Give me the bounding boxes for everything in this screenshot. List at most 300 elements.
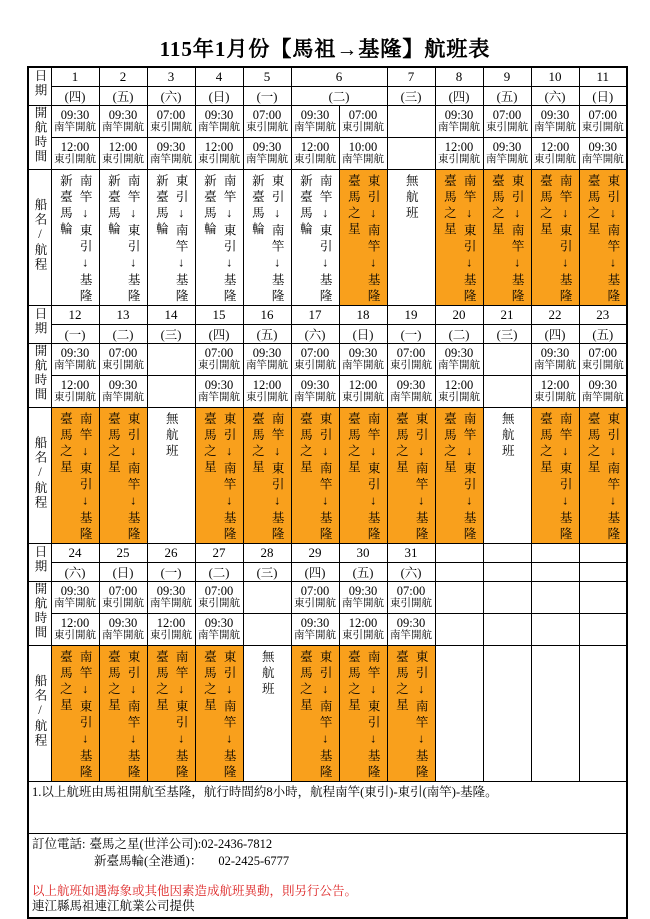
departure-port: 南竿開航 [54, 122, 96, 134]
departure-time-cell [483, 581, 531, 613]
departure-time-cell [99, 375, 147, 407]
day-number-cell [483, 543, 531, 562]
departure-time: 09:30 [204, 378, 234, 393]
departure-time: 09:30 [204, 616, 234, 631]
weekday-cell: (三) [243, 562, 291, 581]
departure-port: 東引開航 [54, 630, 96, 642]
ship-name: 臺馬之星 [250, 411, 265, 476]
weekday-row [28, 86, 627, 105]
departure-port: 東引開航 [294, 154, 336, 166]
day-number-cell: 2 [99, 67, 147, 86]
departure-time: 09:30 [588, 140, 617, 155]
ship-route-cell [243, 645, 291, 781]
schedule-table [27, 66, 628, 919]
ship-route-content [436, 170, 483, 305]
departure-time-cell [243, 581, 291, 613]
no-sailing-label: 無航班 [404, 173, 419, 222]
ship-route-content [340, 646, 387, 781]
departure-time: 09:30 [300, 616, 330, 631]
departure-time-cell [483, 375, 531, 407]
ship-route-content [148, 646, 195, 781]
departure-time: 07:00 [252, 108, 282, 123]
ship-route-cell [51, 645, 99, 781]
departure-port: 東引開航 [54, 154, 96, 166]
departure-time: 07:00 [156, 108, 186, 123]
ship-route-content [292, 170, 339, 305]
no-sailing-label: 無航班 [164, 411, 179, 460]
departure-time-cell [51, 105, 99, 137]
no-sailing-content [484, 408, 531, 460]
weekday-cell: (六) [147, 86, 195, 105]
departure-time-cell [435, 137, 483, 169]
departure-time: 12:00 [540, 140, 570, 155]
departure-time-cell [99, 581, 147, 613]
ship-route-cell [579, 645, 627, 781]
ship-name: 臺馬之星 [106, 649, 121, 714]
ship-route-cell [579, 407, 627, 543]
ship-route-cell [147, 169, 195, 305]
route-text: 南竿↓東引↓基隆 [366, 411, 381, 543]
ship-route-content [52, 646, 99, 781]
ship-route-cell [99, 645, 147, 781]
route-text: 東引↓南竿↓基隆 [222, 649, 237, 781]
departure-time: 07:00 [588, 108, 617, 123]
departure-time-cell [51, 137, 99, 169]
ship-name: 臺馬之星 [490, 173, 505, 238]
weekday-cell: (四) [435, 86, 483, 105]
ship-name: 臺馬之星 [586, 411, 601, 476]
ship-route-content [244, 408, 291, 543]
ship-row-label-text: 船名/航程 [33, 197, 47, 272]
route-text: 東引↓南竿↓基隆 [222, 411, 237, 543]
departure-port: 東引開航 [534, 154, 576, 166]
departure-time-cell [339, 613, 387, 645]
day-number-cell [579, 543, 627, 562]
day-number-cell: 31 [387, 543, 435, 562]
day-number-cell: 7 [387, 67, 435, 86]
departure-time: 07:00 [396, 584, 426, 599]
departure-time-cell [291, 375, 339, 407]
departure-time: 09:30 [156, 140, 186, 155]
departure-time-cell [531, 105, 579, 137]
departure-port: 東引開航 [54, 392, 96, 404]
ship-row-label [28, 407, 51, 543]
departure-time-cell [531, 375, 579, 407]
departure-port: 東引開航 [150, 630, 192, 642]
departure-port: 東引開航 [198, 598, 240, 610]
departure-port: 南竿開航 [390, 630, 432, 642]
route-text: 南竿↓東引↓基隆 [270, 411, 285, 543]
ship-route-content [148, 170, 195, 305]
departure-time: 09:30 [156, 584, 186, 599]
ship-route-content [532, 170, 579, 305]
departure-time-cell [435, 375, 483, 407]
departure-time: 12:00 [60, 616, 90, 631]
ship-route-cell [531, 169, 579, 305]
departure-time: 09:30 [300, 108, 330, 123]
day-number-cell: 11 [579, 67, 627, 86]
route-text: 南竿↓東引↓基隆 [558, 173, 573, 305]
weekday-cell: (二) [195, 562, 243, 581]
day-number-cell: 22 [531, 305, 579, 324]
weekday-cell: (五) [339, 562, 387, 581]
departure-time-cell [531, 581, 579, 613]
departure-time: 09:30 [492, 140, 522, 155]
day-number-cell: 12 [51, 305, 99, 324]
route-text: 東引↓南竿↓基隆 [414, 411, 429, 543]
weekday-cell: (日) [579, 86, 627, 105]
departure-time-cell [147, 375, 195, 407]
departure-time-cell [243, 137, 291, 169]
departure-port: 東引開航 [246, 122, 288, 134]
weekday-cell: (二) [435, 324, 483, 343]
day-number-cell: 29 [291, 543, 339, 562]
weekday-cell: (六) [51, 562, 99, 581]
route-text: 東引↓南竿↓基隆 [126, 411, 141, 543]
ship-route-row [28, 645, 627, 781]
departure-time: 07:00 [348, 108, 378, 123]
ship-route-content [196, 408, 243, 543]
departure-time: 09:30 [444, 108, 474, 123]
departure-port: 南竿開航 [534, 360, 576, 372]
ship-route-cell [579, 169, 627, 305]
ship-route-cell [99, 169, 147, 305]
first-departure-row [28, 343, 627, 375]
departure-time: 09:30 [348, 346, 378, 361]
departure-port: 東引開航 [198, 360, 240, 372]
ship-route-content [436, 408, 483, 543]
ship-route-content [196, 646, 243, 781]
departure-time-cell [435, 105, 483, 137]
ship-route-cell [483, 407, 531, 543]
ship-name: 臺馬之星 [538, 173, 553, 238]
ship-route-content [340, 408, 387, 543]
ship-route-content [292, 408, 339, 543]
departure-port: 南竿開航 [150, 598, 192, 610]
day-number-cell: 10 [531, 67, 579, 86]
departure-time-cell [147, 137, 195, 169]
weekday-row [28, 562, 627, 581]
departure-time-cell [195, 105, 243, 137]
ship-row-label [28, 645, 51, 781]
weekday-cell: (二) [291, 86, 387, 105]
weekday-cell: (三) [387, 86, 435, 105]
departure-port: 南竿開航 [198, 630, 240, 642]
departure-time-cell [51, 375, 99, 407]
departure-time-cell [195, 613, 243, 645]
ship-route-cell [243, 407, 291, 543]
departure-port: 南竿開航 [294, 122, 336, 134]
departure-time-cell [579, 613, 627, 645]
departure-port: 東引開航 [102, 598, 144, 610]
departure-time-cell [579, 375, 627, 407]
route-text: 南竿↓東引↓基隆 [78, 649, 93, 781]
departure-time-cell [195, 581, 243, 613]
route-text: 東引↓南竿↓基隆 [174, 173, 189, 305]
departure-time-cell [147, 105, 195, 137]
departure-time-cell [435, 581, 483, 613]
ship-row-label-text: 船名/航程 [33, 435, 47, 510]
departure-time: 09:30 [60, 108, 90, 123]
departure-port: 東引開航 [486, 122, 528, 134]
departure-port: 東引開航 [102, 360, 144, 372]
weekday-cell: (一) [147, 562, 195, 581]
weekday-cell: (五) [99, 86, 147, 105]
day-number-cell: 8 [435, 67, 483, 86]
departure-time-cell [147, 581, 195, 613]
weekday-cell: (四) [291, 562, 339, 581]
time-row-label-text: 開航時間 [33, 343, 47, 402]
departure-time: 07:00 [492, 108, 522, 123]
note-row [28, 781, 627, 833]
departure-time-cell [339, 375, 387, 407]
departure-port: 南竿開航 [54, 598, 96, 610]
first-departure-row [28, 105, 627, 137]
departure-time-cell [339, 137, 387, 169]
departure-time-cell [387, 375, 435, 407]
departure-time: 09:30 [108, 378, 138, 393]
ship-route-row [28, 169, 627, 305]
departure-port: 南竿開航 [102, 392, 144, 404]
date-row-label-text: 日期 [33, 545, 47, 574]
date-row-label [28, 543, 51, 581]
day-number-cell: 4 [195, 67, 243, 86]
route-text: 東引↓南竿↓基隆 [126, 649, 141, 781]
departure-time: 12:00 [444, 378, 474, 393]
day-number-cell: 15 [195, 305, 243, 324]
weekday-cell: (六) [531, 86, 579, 105]
departure-time: 09:30 [444, 346, 474, 361]
departure-time-cell [51, 343, 99, 375]
route-text: 東引↓南竿↓基隆 [318, 649, 333, 781]
departure-time-cell [579, 343, 627, 375]
departure-time-cell [243, 375, 291, 407]
phone-new-taima-number: 02-2425-6777 [218, 854, 290, 868]
departure-time-cell [579, 137, 627, 169]
ship-name: 新臺馬輪 [58, 173, 73, 238]
booking-phone-line-1 [32, 836, 623, 854]
ship-route-content [52, 408, 99, 543]
ship-route-content [340, 170, 387, 305]
day-number-cell: 17 [291, 305, 339, 324]
departure-port: 東引開航 [342, 392, 384, 404]
departure-port: 南竿開航 [294, 630, 336, 642]
route-text: 南竿↓東引↓基隆 [126, 173, 141, 305]
day-number-cell: 25 [99, 543, 147, 562]
booking-phone-line-2 [32, 853, 623, 871]
departure-time: 09:30 [588, 378, 617, 393]
weekday-cell: (四) [51, 86, 99, 105]
ship-name: 新臺馬輪 [202, 173, 217, 238]
time-row-label-text: 開航時間 [33, 581, 47, 640]
departure-time-cell [243, 613, 291, 645]
day-number-cell [531, 543, 579, 562]
ship-route-cell [339, 169, 387, 305]
ship-name: 臺馬之星 [538, 411, 553, 476]
ship-route-content [100, 170, 147, 305]
departure-time-cell [387, 581, 435, 613]
departure-time: 07:00 [204, 346, 234, 361]
weekday-cell [483, 562, 531, 581]
departure-time-cell [531, 613, 579, 645]
date-number-row [28, 543, 627, 562]
day-number-cell: 9 [483, 67, 531, 86]
day-number-cell: 18 [339, 305, 387, 324]
day-number-cell: 19 [387, 305, 435, 324]
departure-time-cell [291, 137, 339, 169]
weekday-cell: (日) [99, 562, 147, 581]
departure-port: 東引開航 [390, 598, 432, 610]
first-departure-row [28, 581, 627, 613]
ship-route-cell [243, 169, 291, 305]
departure-time: 12:00 [348, 378, 378, 393]
route-text: 東引↓南竿↓基隆 [414, 649, 429, 781]
route-text: 南竿↓東引↓基隆 [78, 173, 93, 305]
departure-time-cell [339, 105, 387, 137]
departure-port: 東引開航 [534, 392, 576, 404]
ship-route-cell [195, 169, 243, 305]
route-text: 南竿↓東引↓基隆 [366, 649, 381, 781]
departure-time: 07:00 [204, 584, 234, 599]
weekday-cell: (日) [195, 86, 243, 105]
departure-time-cell [243, 105, 291, 137]
departure-port: 南竿開航 [486, 154, 528, 166]
time-row-label [28, 105, 51, 169]
departure-time-cell [291, 581, 339, 613]
departure-time: 12:00 [108, 140, 138, 155]
departure-time: 09:30 [252, 346, 282, 361]
route-text: 東引↓南竿↓基隆 [605, 411, 620, 543]
departure-time-cell [99, 613, 147, 645]
departure-time-cell [579, 581, 627, 613]
departure-port: 南竿開航 [581, 154, 624, 166]
ship-name: 臺馬之星 [154, 649, 169, 714]
route-text: 東引↓南竿↓基隆 [605, 173, 620, 305]
departure-port: 南竿開航 [246, 360, 288, 372]
phone-taima-star: 臺馬之星(世洋公司):02-2436-7812 [89, 836, 273, 851]
departure-time-cell [387, 613, 435, 645]
departure-port: 南竿開航 [390, 392, 432, 404]
departure-port: 南竿開航 [581, 392, 624, 404]
weekday-row [28, 324, 627, 343]
departure-port: 南竿開航 [198, 122, 240, 134]
departure-time: 09:30 [204, 108, 234, 123]
day-number-cell: 5 [243, 67, 291, 86]
departure-port: 南竿開航 [150, 154, 192, 166]
departure-port: 南竿開航 [294, 392, 336, 404]
departure-port: 東引開航 [581, 122, 624, 134]
ship-route-content [100, 408, 147, 543]
departure-time: 12:00 [156, 616, 186, 631]
departure-time: 07:00 [396, 346, 426, 361]
departure-time: 12:00 [252, 378, 282, 393]
departure-time-cell [99, 105, 147, 137]
departure-port: 東引開航 [294, 598, 336, 610]
ship-name: 新臺馬輪 [250, 173, 265, 238]
departure-port: 南竿開航 [438, 360, 480, 372]
ship-route-cell [531, 407, 579, 543]
ship-route-content [244, 170, 291, 305]
departure-port: 東引開航 [294, 360, 336, 372]
ship-route-cell [195, 645, 243, 781]
ship-route-cell [483, 169, 531, 305]
departure-time-cell [195, 375, 243, 407]
departure-time-cell [339, 581, 387, 613]
ship-route-content [388, 408, 435, 543]
weekday-cell [579, 562, 627, 581]
departure-time-cell [195, 137, 243, 169]
departure-port: 東引開航 [246, 392, 288, 404]
departure-time-cell [291, 105, 339, 137]
footer-row [28, 833, 627, 918]
day-number-cell: 20 [435, 305, 483, 324]
ship-route-content [532, 408, 579, 543]
ship-row-label-text: 船名/航程 [33, 673, 47, 748]
ship-route-cell [291, 645, 339, 781]
time-row-label [28, 343, 51, 407]
ship-name: 臺馬之星 [346, 649, 361, 714]
departure-time: 12:00 [60, 378, 90, 393]
ship-name: 臺馬之星 [58, 411, 73, 476]
departure-time-cell [387, 105, 435, 137]
ship-name: 臺馬之星 [442, 411, 457, 476]
ship-route-cell [387, 169, 435, 305]
weekday-cell: (四) [531, 324, 579, 343]
departure-port: 東引開航 [581, 360, 624, 372]
ship-route-cell [339, 645, 387, 781]
departure-time-cell [147, 613, 195, 645]
departure-time: 07:00 [300, 584, 330, 599]
footer-cell [28, 833, 627, 918]
departure-time-cell [291, 343, 339, 375]
departure-time: 12:00 [540, 378, 570, 393]
day-number-cell: 6 [291, 67, 387, 86]
ship-route-cell [147, 407, 195, 543]
ship-route-cell [147, 645, 195, 781]
departure-time-cell [387, 343, 435, 375]
day-number-cell: 21 [483, 305, 531, 324]
ship-row-label [28, 169, 51, 305]
ship-route-cell [387, 645, 435, 781]
departure-port: 南竿開航 [342, 154, 384, 166]
departure-time: 09:30 [252, 140, 282, 155]
day-number-cell: 28 [243, 543, 291, 562]
ship-route-content [196, 170, 243, 305]
day-number-cell: 24 [51, 543, 99, 562]
ship-route-cell [291, 169, 339, 305]
departure-time-cell [51, 581, 99, 613]
departure-time: 12:00 [60, 140, 90, 155]
date-number-row [28, 67, 627, 86]
provider-text: 連江縣馬祖連江航業公司提供 [32, 899, 195, 914]
ship-route-content [484, 170, 531, 305]
departure-time: 09:30 [348, 584, 378, 599]
ship-name: 臺馬之星 [202, 649, 217, 714]
weekday-cell: (日) [339, 324, 387, 343]
ship-route-cell [387, 407, 435, 543]
departure-time: 09:30 [60, 346, 90, 361]
booking-phone-label: 訂位電話: [32, 836, 86, 851]
weekday-cell: (二) [99, 324, 147, 343]
date-row-label-text: 日期 [33, 307, 47, 336]
note-text: 1.以上航班由馬祖開航至基隆，航行時間約8小時，航程南竿(東引)-東引(南竿)-基隆。 [28, 781, 627, 833]
departure-time-cell [435, 613, 483, 645]
route-text: 南竿↓東引↓基隆 [462, 411, 477, 543]
departure-time-cell [483, 137, 531, 169]
time-row-label [28, 581, 51, 645]
departure-time: 12:00 [300, 140, 330, 155]
day-number-cell: 14 [147, 305, 195, 324]
